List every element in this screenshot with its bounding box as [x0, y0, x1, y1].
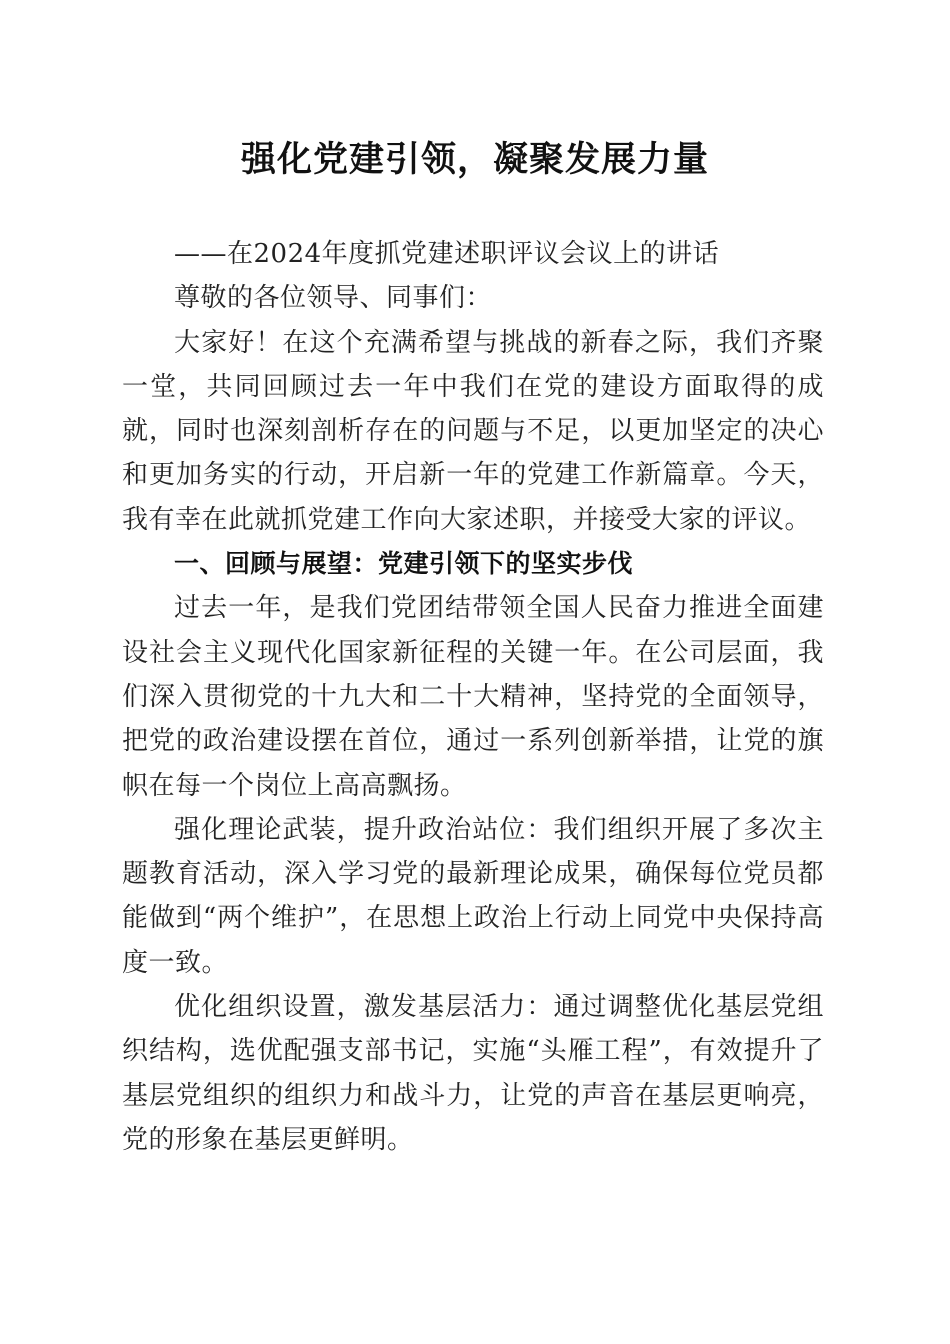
organization-paragraph: 优化组织设置，激发基层活力：通过调整优化基层党组织结构，选优配强支部书记，实施“头雁工程”，有效提升了基层党组织的组织力和战斗力，让党的声音在基层更响亮，党的形象在基层更鲜明。 [122, 992, 824, 1155]
salutation: 尊敬的各位领导、同事们： [174, 283, 493, 314]
review-paragraph: 过去一年，是我们党团结带领全国人民奋力推进全面建设社会主义现代化国家新征程的关键一年。在公司层面，我们深入贯彻党的十九大和二十大精神，坚持党的全面领导，把党的政治建设摆在首位，通过一系列创新举措，让党的旗帜在每一个岗位上高高飘扬。 [122, 593, 824, 801]
opening-paragraph: 大家好！在这个充满希望与挑战的新春之际，我们齐聚一堂，共同回顾过去一年中我们在党的建设方面取得的成就，同时也深刻剖析存在的问题与不足，以更加坚定的决心和更加务实的行动，开启新一年的党建工作新篇章。今天，我有幸在此就抓党建工作向大家述职，并接受大家的评议。 [122, 327, 824, 535]
subtitle: ——在2024年度抓党建述职评议会议上的讲话 [174, 239, 720, 269]
section-heading: 一、回顾与展望：党建引领下的坚实步伐 [174, 549, 634, 579]
theory-paragraph: 强化理论武装，提升政治站位：我们组织开展了多次主题教育活动，深入学习党的最新理论成果，确保每位党员都能做到“两个维护”，在思想上政治上行动上同党中央保持高度一致。 [122, 814, 824, 978]
document-title: 强化党建引领，凝聚发展力量 [240, 139, 709, 180]
document-body [122, 232, 824, 1162]
